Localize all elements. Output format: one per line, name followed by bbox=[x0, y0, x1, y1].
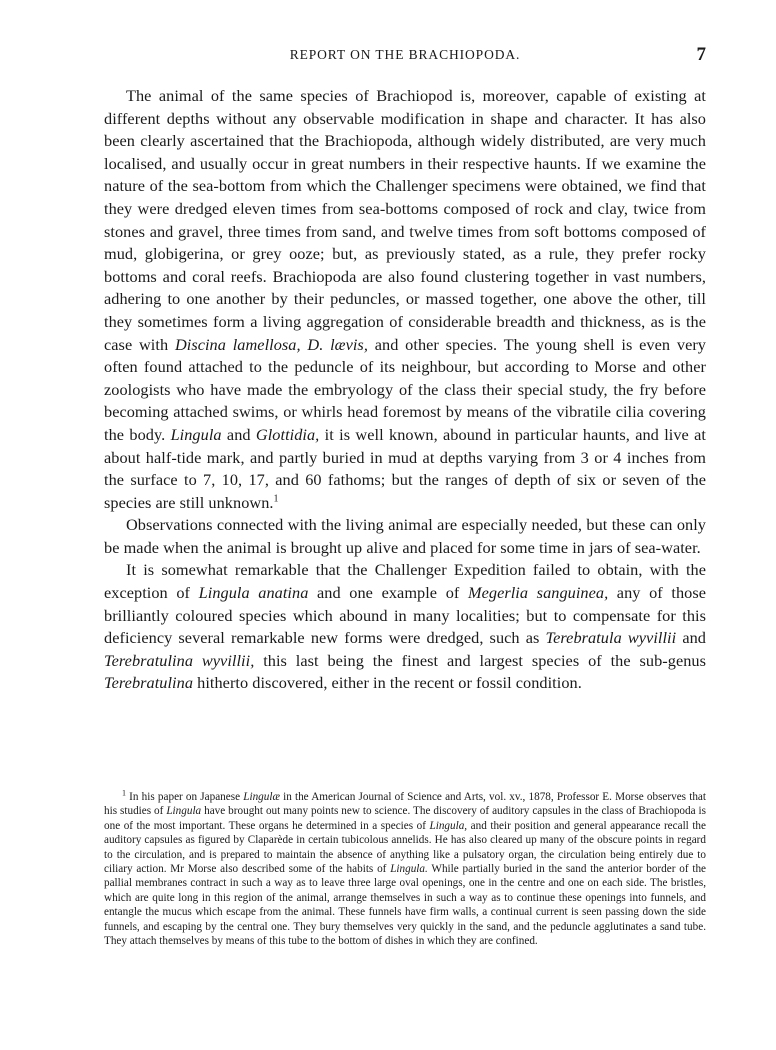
running-header bbox=[104, 44, 706, 70]
species-name: Lingula anatina bbox=[198, 583, 309, 603]
genus-name: Terebratulina bbox=[104, 673, 194, 693]
footnote-ref[interactable]: 1 bbox=[273, 493, 279, 505]
species-name: Terebratulina wyvillii, bbox=[104, 650, 255, 670]
footnote-text: $^1$ In his paper on Japanese Lingulæ in the American Journal of Science and Arts, vol. xv., 1878, Professor E. Morse observes that his studies of Lingula have brought out many points new to science. The discovery of auditory capsules in the class of Brachiopoda is one of the most important. These organs he determined in a species of Lingula, and their position and general appearance recall the auditory capsules as figured by Claparède in certain tubicolous annelids. He has also cleared up many of the obscure points in regard to the circulation, and is prepared to maintain the absence of anything like a pulsatory organ, the circulation being entirely due to ciliary action. Mr Morse also described some of the habits of Lingula. While partially buried in the sand the anterior border of the pallial membranes contract in such a way as to leave three large oval openings, one in the centre and one on each side. The bristles, which are quite long in this region of the animal, arrange themselves in such a way as to continue these openings into funnels, and entangle the mucus which escape from the animal. These funnels have firm walls, a continual current is seen passing down the side funnels, and escaping by the central one. They bury themselves very quickly in the sand, and the peduncle agglutinates a sand tube. They attach themselves by means of this tube to the bottom of dishes in which they are confined. bbox=[104, 788, 707, 948]
paragraph-1: The animal of the same species of Brachiopod is, moreover, capable of existing at different depths without any observable modification in shape and character. It has also been clearly ascertained that the Brachiopoda, although widely distributed, are very much localised, and usually occur in great numbers in their respective haunts. If we examine the nature of the sea-bottom from which the Challenger specimens were obtained, we find that they were dredged eleven times from sea-bottoms composed of rock and clay, twice from stones and gravel, three times from sand, and twelve times from soft bottoms composed of mud, globigerina, or grey ooze; but, as previously stated, as a rule, they prefer rocky bottoms and coral reefs. Brachiopoda are also found clustering together in vast numbers, adhering to one another by their peduncles, or massed together, one above the other, till they sometimes form a living aggregation of considerable breadth and thickness, as is the case with Discina lamellosa, D. lævis, and other species. The young shell is even very often found attached to the peduncle of its neighbour, but according to Morse and other zoologists who have made the embryology of the class their special study, the fry before becoming attached swims, or whirls head foremost by means of the vibratile cilia covering the body. Lingula and Glottidia, it is well known, abound in particular haunts, and live at about half-tide mark, and partly buried in mud at depths varying from 3 or 4 inches from the surface to 7, 10, 17, and 60 fathoms; but the ranges of depth of six or seven of the species are still unknown.$^1$ bbox=[104, 86, 707, 512]
genus-name: Glottidia, bbox=[255, 424, 320, 444]
page-number: 7 bbox=[696, 44, 706, 65]
species-name: Megerlia sanguinea, bbox=[467, 583, 609, 603]
main-text bbox=[104, 85, 706, 695]
genus-name: Lingula bbox=[170, 424, 222, 444]
paragraph-2: Observations connected with the living animal are especially needed, but these can only be made when the animal is brought up alive and placed for some time in jars of sea-water. bbox=[104, 515, 706, 557]
species-name: Discina lamellosa, D. lævis, bbox=[174, 334, 368, 354]
footnote-marker: 1 bbox=[122, 788, 126, 798]
footnote bbox=[104, 790, 706, 948]
paragraph-3: It is somewhat remarkable that the Challenger Expedition failed to obtain, with the exception of Lingula anatina and one example of Megerlia sanguinea, any of those brilliantly coloured species which abound in many localities; but to compensate for this deficiency several remarkable new forms were dredged, such as Terebratula wyvillii and Terebratulina wyvillii, this last being the finest and largest species of the sub-genus Terebratulina hitherto discovered, either in the recent or fossil condition. bbox=[104, 560, 706, 693]
running-title: REPORT ON THE BRACHIOPODA. bbox=[289, 47, 521, 62]
species-name: Terebratula wyvillii bbox=[545, 628, 677, 648]
